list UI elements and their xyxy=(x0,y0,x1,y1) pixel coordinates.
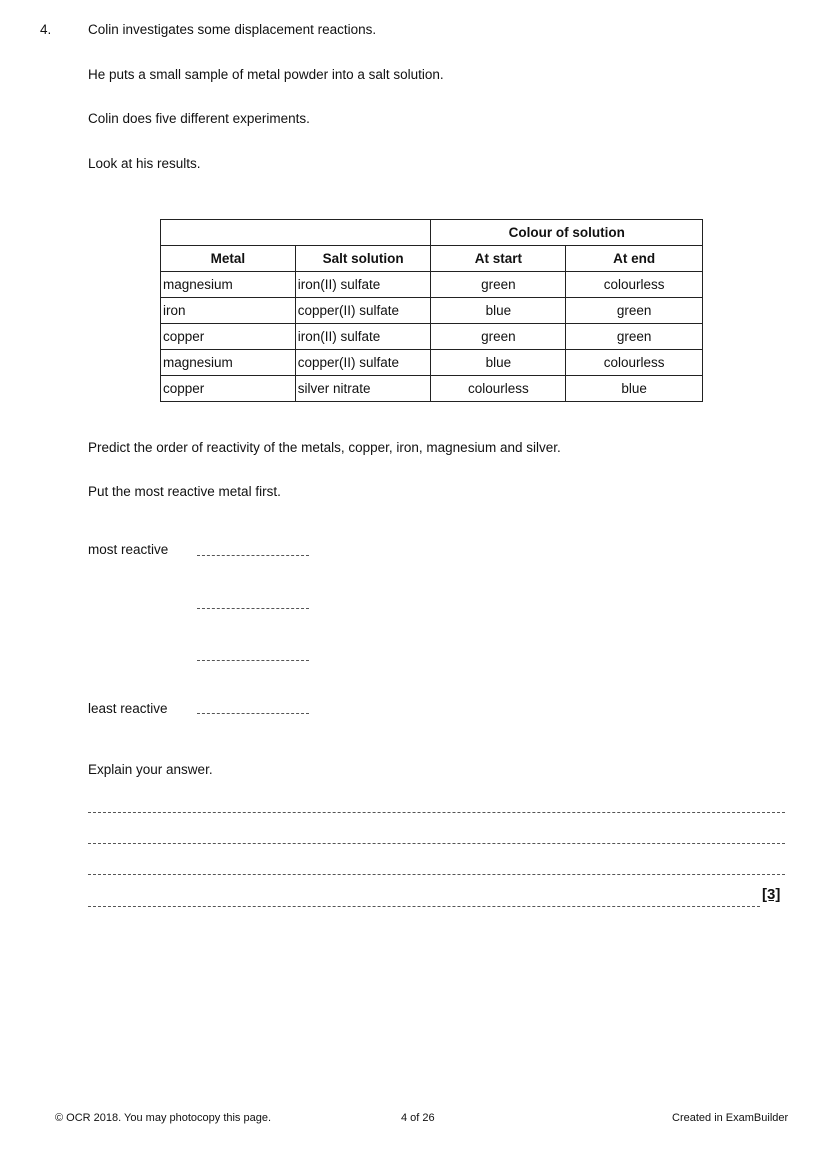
metal-cell: copper xyxy=(161,324,296,350)
at-start-header: At start xyxy=(431,246,566,272)
end-colour-cell: green xyxy=(566,298,703,324)
footer-created: Created in ExamBuilder xyxy=(672,1112,789,1124)
table-group-header-row xyxy=(161,220,703,246)
salt-cell: copper(II) sulfate xyxy=(295,350,431,376)
explanation-line-4[interactable] xyxy=(88,906,760,907)
salt-cell: silver nitrate xyxy=(295,376,431,402)
metal-cell: copper xyxy=(161,376,296,402)
start-colour-cell: green xyxy=(431,272,566,298)
table-row xyxy=(161,298,703,324)
table-row xyxy=(161,350,703,376)
answer-line-3[interactable] xyxy=(197,660,309,661)
answer-line-4[interactable] xyxy=(197,713,309,714)
most-reactive-label: most reactive xyxy=(88,542,169,557)
intro-line-3: Colin does five different experiments. xyxy=(88,111,310,126)
metal-cell: magnesium xyxy=(161,350,296,376)
table-row xyxy=(161,376,703,402)
at-end-header: At end xyxy=(566,246,703,272)
start-colour-cell: blue xyxy=(431,350,566,376)
empty-header-cell xyxy=(161,220,431,246)
instruction-text: Put the most reactive metal first. xyxy=(88,484,281,499)
salt-solution-header: Salt solution xyxy=(295,246,431,272)
footer-copyright: © OCR 2018. You may photocopy this page. xyxy=(55,1112,272,1124)
intro-line-2: He puts a small sample of metal powder into a salt solution. xyxy=(88,67,444,82)
intro-line-1: Colin investigates some displacement reactions. xyxy=(88,22,377,37)
marks-indicator: [3] xyxy=(762,886,781,903)
answer-line-2[interactable] xyxy=(197,608,309,609)
results-table xyxy=(160,219,703,402)
intro-line-4: Look at his results. xyxy=(88,156,201,171)
metal-header: Metal xyxy=(161,246,296,272)
predict-text: Predict the order of reactivity of the metals, copper, iron, magnesium and silver. xyxy=(88,440,561,455)
colour-of-solution-header: Colour of solution xyxy=(431,220,703,246)
start-colour-cell: colourless xyxy=(431,376,566,402)
question-number: 4. xyxy=(40,22,52,37)
explanation-line-2[interactable] xyxy=(88,843,785,844)
metal-cell: magnesium xyxy=(161,272,296,298)
table-row xyxy=(161,272,703,298)
salt-cell: iron(II) sulfate xyxy=(295,324,431,350)
end-colour-cell: colourless xyxy=(566,350,703,376)
answer-line-1[interactable] xyxy=(197,555,309,556)
explanation-line-1[interactable] xyxy=(88,812,785,813)
footer-page-number: 4 of 26 xyxy=(401,1112,435,1124)
salt-cell: copper(II) sulfate xyxy=(295,298,431,324)
salt-cell: iron(II) sulfate xyxy=(295,272,431,298)
table-row xyxy=(161,324,703,350)
explanation-line-3[interactable] xyxy=(88,874,785,875)
least-reactive-label: least reactive xyxy=(88,701,168,716)
end-colour-cell: colourless xyxy=(566,272,703,298)
table-header-row xyxy=(161,246,703,272)
end-colour-cell: green xyxy=(566,324,703,350)
start-colour-cell: green xyxy=(431,324,566,350)
metal-cell: iron xyxy=(161,298,296,324)
start-colour-cell: blue xyxy=(431,298,566,324)
explain-prompt: Explain your answer. xyxy=(88,762,213,777)
end-colour-cell: blue xyxy=(566,376,703,402)
